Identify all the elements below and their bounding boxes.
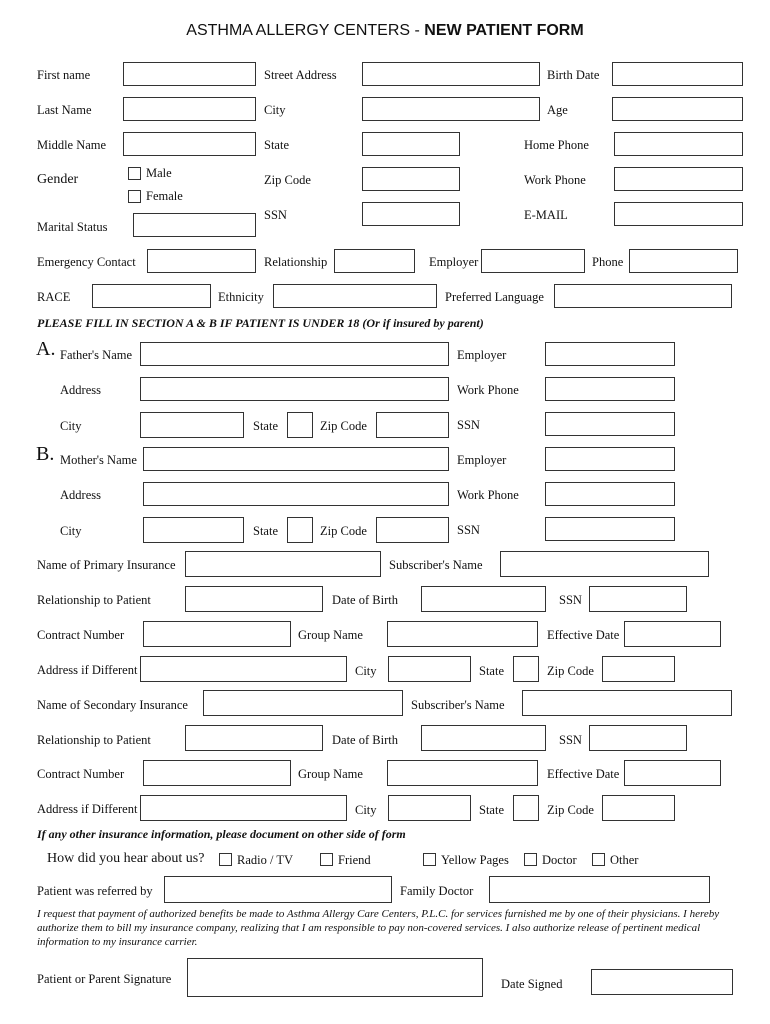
doctor-label: Doctor: [542, 853, 577, 867]
primary-zip-label: Zip Code: [547, 664, 594, 678]
birth-date-field[interactable]: [612, 62, 743, 86]
father-address-label: Address: [60, 383, 101, 397]
hear-about-us-label: How did you hear about us?: [47, 851, 205, 866]
section-a-letter: A.: [36, 338, 56, 360]
ssn-label: SSN: [264, 208, 287, 222]
signature-label: Patient or Parent Signature: [37, 972, 172, 986]
mother-work-phone-label: Work Phone: [457, 488, 519, 502]
secondary-relationship-field[interactable]: [185, 725, 323, 751]
primary-effective-label: Effective Date: [547, 628, 620, 642]
doctor-checkbox[interactable]: [524, 853, 537, 866]
primary-relationship-label: Relationship to Patient: [37, 593, 151, 607]
secondary-zip-label: Zip Code: [547, 803, 594, 817]
secondary-dob-field[interactable]: [421, 725, 546, 751]
male-label: Male: [146, 166, 172, 180]
page-title: [0, 22, 770, 40]
male-checkbox[interactable]: [128, 167, 141, 180]
home-phone-label: Home Phone: [524, 138, 589, 152]
marital-status-field[interactable]: [133, 213, 256, 237]
last-name-label: Last Name: [37, 103, 92, 117]
minor-note: PLEASE FILL IN SECTION A & B IF PATIENT IS UNDER 18 (Or if insured by parent): [37, 316, 484, 330]
secondary-state-label: State: [479, 803, 504, 817]
preferred-language-label: Preferred Language: [445, 290, 544, 304]
father-city-label: City: [60, 419, 82, 433]
work-phone-label: Work Phone: [524, 173, 586, 187]
secondary-subscriber-field[interactable]: [522, 690, 732, 716]
secondary-group-label: Group Name: [298, 767, 363, 781]
secondary-ssn-label: SSN: [559, 733, 582, 747]
race-field[interactable]: [92, 284, 211, 308]
phone-field[interactable]: [629, 249, 738, 273]
date-signed-label: Date Signed: [501, 977, 563, 991]
emergency-contact-label: Emergency Contact: [37, 255, 136, 269]
female-label: Female: [146, 189, 183, 203]
mother-address-field[interactable]: [143, 482, 449, 506]
street-address-field[interactable]: [362, 62, 540, 86]
mother-zip-field[interactable]: [376, 517, 449, 543]
referred-by-field[interactable]: [164, 876, 392, 903]
primary-state-label: State: [479, 664, 504, 678]
state-label: State: [264, 138, 289, 152]
secondary-address-label: Address if Different: [37, 802, 138, 816]
father-state-field[interactable]: [287, 412, 313, 438]
relationship-label: Relationship: [264, 255, 328, 269]
mother-name-label: Mother's Name: [60, 453, 137, 467]
mother-zip-label: Zip Code: [320, 524, 367, 538]
city-field[interactable]: [362, 97, 540, 121]
title-prefix: ASTHMA ALLERGY CENTERS -: [186, 22, 425, 39]
zip-code-field[interactable]: [362, 167, 460, 191]
primary-insurance-field[interactable]: [185, 551, 381, 577]
home-phone-field[interactable]: [614, 132, 743, 156]
birth-date-label: Birth Date: [547, 68, 600, 82]
primary-subscriber-label: Subscriber's Name: [389, 558, 483, 572]
father-name-field[interactable]: [140, 342, 449, 366]
date-signed-field[interactable]: [591, 969, 733, 995]
last-name-field[interactable]: [123, 97, 256, 121]
secondary-insurance-field[interactable]: [203, 690, 403, 716]
secondary-address-field[interactable]: [140, 795, 347, 821]
street-address-label: Street Address: [264, 68, 337, 82]
first-name-field[interactable]: [123, 62, 256, 86]
ssn-field[interactable]: [362, 202, 460, 226]
state-field[interactable]: [362, 132, 460, 156]
middle-name-label: Middle Name: [37, 138, 107, 152]
consent-statement: I request that payment of authorized benefits be made to Asthma Allergy Care Centers, P.L.C. for services furnished me by one of their physicians. I hereby authorize them to bill my insurance company, realizing that I am responsible to pay non-covered services. I also authorize release of pertinent medical information to my insurance carrier.: [37, 908, 720, 948]
secondary-relationship-label: Relationship to Patient: [37, 733, 151, 747]
secondary-insurance-label: Name of Secondary Insurance: [37, 698, 188, 712]
primary-address-label: Address if Different: [37, 663, 138, 677]
father-work-phone-label: Work Phone: [457, 383, 519, 397]
mother-employer-field[interactable]: [545, 447, 675, 471]
secondary-effective-label: Effective Date: [547, 767, 620, 781]
primary-city-field[interactable]: [388, 656, 471, 682]
employer-field[interactable]: [481, 249, 585, 273]
relationship-field[interactable]: [334, 249, 415, 273]
city-label: City: [264, 103, 286, 117]
title-emphasis: NEW PATIENT FORM: [424, 22, 584, 39]
father-ssn-field[interactable]: [545, 412, 675, 436]
referred-by-label: Patient was referred by: [37, 884, 153, 898]
signature-field[interactable]: [187, 958, 483, 997]
section-b-letter: B.: [36, 443, 55, 465]
radio-tv-label: Radio / TV: [237, 853, 294, 867]
father-ssn-label: SSN: [457, 418, 480, 432]
yellow-pages-checkbox[interactable]: [423, 853, 436, 866]
mother-work-phone-field[interactable]: [545, 482, 675, 506]
primary-group-field[interactable]: [387, 621, 538, 647]
other-insurance-note: If any other insurance information, please document on other side of form: [37, 827, 406, 841]
first-name-label: First name: [37, 68, 91, 82]
gender-label: Gender: [37, 172, 79, 187]
secondary-ssn-field[interactable]: [589, 725, 687, 751]
family-doctor-label: Family Doctor: [400, 884, 474, 898]
secondary-state-field[interactable]: [513, 795, 539, 821]
father-work-phone-field[interactable]: [545, 377, 675, 401]
zip-code-label: Zip Code: [264, 173, 311, 187]
mother-address-label: Address: [60, 488, 101, 502]
mother-state-label: State: [253, 524, 278, 538]
primary-address-field[interactable]: [140, 656, 347, 682]
primary-city-label: City: [355, 664, 377, 678]
secondary-zip-field[interactable]: [602, 795, 675, 821]
primary-relationship-field[interactable]: [185, 586, 323, 612]
father-employer-label: Employer: [457, 348, 507, 362]
mother-name-field[interactable]: [143, 447, 449, 471]
mother-employer-label: Employer: [457, 453, 507, 467]
primary-state-field[interactable]: [513, 656, 539, 682]
primary-zip-field[interactable]: [602, 656, 675, 682]
employer-label: Employer: [429, 255, 479, 269]
phone-label: Phone: [592, 255, 624, 269]
secondary-city-label: City: [355, 803, 377, 817]
father-city-field[interactable]: [140, 412, 244, 438]
other-checkbox[interactable]: [592, 853, 605, 866]
father-state-label: State: [253, 419, 278, 433]
emergency-contact-field[interactable]: [147, 249, 256, 273]
preferred-language-field[interactable]: [554, 284, 732, 308]
secondary-subscriber-label: Subscriber's Name: [411, 698, 505, 712]
work-phone-field[interactable]: [614, 167, 743, 191]
primary-effective-field[interactable]: [624, 621, 721, 647]
mother-city-label: City: [60, 524, 82, 538]
age-label: Age: [547, 103, 568, 117]
secondary-contract-field[interactable]: [143, 760, 291, 786]
female-checkbox[interactable]: [128, 190, 141, 203]
email-field[interactable]: [614, 202, 743, 226]
mother-ssn-field[interactable]: [545, 517, 675, 541]
primary-dob-field[interactable]: [421, 586, 546, 612]
family-doctor-field[interactable]: [489, 876, 710, 903]
father-zip-field[interactable]: [376, 412, 449, 438]
primary-ssn-label: SSN: [559, 593, 582, 607]
mother-ssn-label: SSN: [457, 523, 480, 537]
friend-label: Friend: [338, 853, 371, 867]
email-label: E-MAIL: [524, 208, 568, 222]
friend-checkbox[interactable]: [320, 853, 333, 866]
primary-contract-field[interactable]: [143, 621, 291, 647]
primary-subscriber-field[interactable]: [500, 551, 709, 577]
primary-contract-label: Contract Number: [37, 628, 125, 642]
mother-city-field[interactable]: [143, 517, 244, 543]
radio-tv-checkbox[interactable]: [219, 853, 232, 866]
yellow-pages-label: Yellow Pages: [441, 853, 509, 867]
middle-name-field[interactable]: [123, 132, 256, 156]
other-label: Other: [610, 853, 639, 867]
father-zip-label: Zip Code: [320, 419, 367, 433]
father-employer-field[interactable]: [545, 342, 675, 366]
primary-group-label: Group Name: [298, 628, 363, 642]
marital-status-label: Marital Status: [37, 220, 108, 234]
race-label: RACE: [37, 290, 71, 304]
father-address-field[interactable]: [140, 377, 449, 401]
primary-ssn-field[interactable]: [589, 586, 687, 612]
father-name-label: Father's Name: [60, 348, 133, 362]
ethnicity-label: Ethnicity: [218, 290, 264, 304]
ethnicity-field[interactable]: [273, 284, 437, 308]
age-field[interactable]: [612, 97, 743, 121]
primary-insurance-label: Name of Primary Insurance: [37, 558, 176, 572]
secondary-effective-field[interactable]: [624, 760, 721, 786]
secondary-group-field[interactable]: [387, 760, 538, 786]
mother-state-field[interactable]: [287, 517, 313, 543]
secondary-dob-label: Date of Birth: [332, 733, 398, 747]
secondary-city-field[interactable]: [388, 795, 471, 821]
primary-dob-label: Date of Birth: [332, 593, 398, 607]
secondary-contract-label: Contract Number: [37, 767, 125, 781]
